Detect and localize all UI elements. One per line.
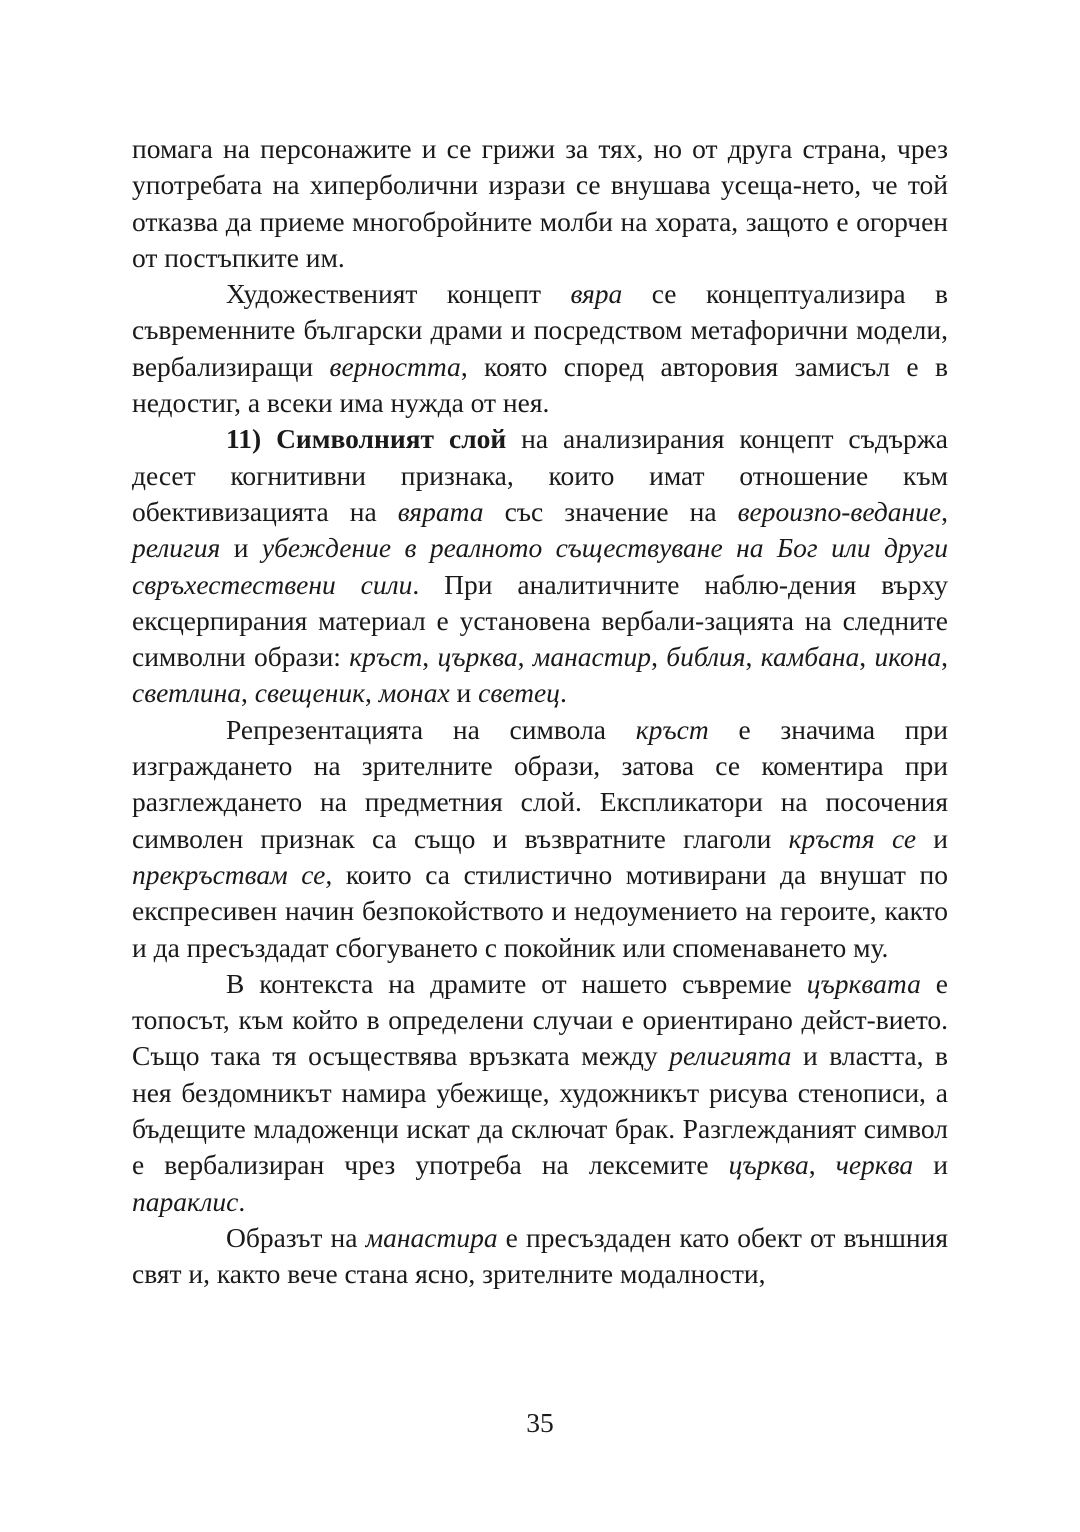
- text-italic: камбана: [760, 641, 860, 673]
- text-run: ,: [808, 1149, 836, 1181]
- text-italic: свещеник: [254, 677, 365, 709]
- text-italic: църква: [437, 641, 518, 673]
- page-body: [132, 131, 948, 1293]
- text-run: е пресъздаден като обект от външния свят и, както вече стана ясно, зрителните модалности,: [132, 1221, 948, 1290]
- text-italic: църква: [728, 1149, 809, 1181]
- text-run: и властта, в нея бездомникът намира убежище, художникът рисува стенописи, а бъдещите младоженци искат да сключат брак. Разглежданият символ е вербализиран чрез употреба на лексемите: [132, 1040, 948, 1181]
- text-run: които са стилистично мотивирани да внушат по експресивен начин безпокойството и недоумението на героите, както и да пресъздадат сбогуването с покойник или споменаването му.: [132, 858, 948, 963]
- paragraph: [132, 712, 948, 966]
- text-italic: вяра: [570, 278, 623, 310]
- text-run: и: [220, 532, 262, 564]
- text-run: и: [449, 677, 479, 709]
- text-run: се концептуализира в съвременните български драми и посредством метафорични модели, вербализиращи: [132, 278, 948, 382]
- text-italic: черква: [835, 1149, 914, 1181]
- text-run: е топосът, към който в определени случаи е ориентирано дейст-вието. Също така тя осъществява връзката между: [132, 967, 948, 1072]
- text-run: ,: [240, 677, 255, 709]
- text-run: ,: [941, 495, 948, 527]
- text-run: . При аналитичните наблю-дения върху ексцерпирания материал е установена вербали-зацията на следните символни образи:: [132, 568, 948, 673]
- paragraph: [132, 421, 948, 711]
- text-run: В контекста на драмите от нашето съвремие: [226, 967, 807, 999]
- text-run: и: [916, 822, 949, 854]
- text-italic: вярата: [397, 495, 484, 527]
- text-run: ,: [422, 641, 438, 673]
- text-run: ,: [745, 641, 761, 673]
- text-italic: манастира: [365, 1221, 498, 1253]
- text-run: ,: [365, 677, 379, 709]
- text-run: Художественият концепт: [226, 278, 571, 310]
- text-bold: 11) Символният слой: [226, 423, 507, 455]
- text-run: ,: [941, 641, 949, 673]
- text-italic: кръст: [635, 713, 709, 745]
- paragraph: [132, 276, 948, 421]
- text-italic: монах: [378, 677, 450, 709]
- text-run: .: [238, 1185, 246, 1217]
- text-italic: църквата: [806, 967, 921, 999]
- text-italic: светец: [478, 677, 560, 709]
- text-italic: религията: [669, 1040, 792, 1072]
- text-italic: убеждение в реалното съществуване на Бог или други свръхестествени сили: [132, 532, 948, 600]
- text-run: ,: [859, 641, 875, 673]
- text-italic: кръстя се: [788, 822, 917, 854]
- text-italic: светлина: [132, 677, 241, 709]
- text-run: е значима при изграждането на зрителните образи, затова се коментира при разглеждането на предметния слой. Експликатори на посочения символен признак са също и възвратните глаголи: [132, 713, 948, 854]
- text-italic: библия: [666, 641, 746, 673]
- text-run: със значение на: [483, 495, 738, 527]
- text-run: Образът на: [226, 1221, 366, 1253]
- text-run: помага на персонажите и се грижи за тях, но от друга страна, чрез употребата на хиперболични изрази се внушава усеща-нето, че той отказва да приеме многобройните молби на хората, защото е огорчен от постъпките им.: [132, 133, 948, 273]
- page-number: 35: [526, 1407, 554, 1438]
- paragraph: [132, 131, 948, 276]
- text-italic: религия: [132, 532, 221, 564]
- text-run: , която според авторовия замисъл е в недостиг, а всеки има нужда от нея.: [132, 350, 948, 419]
- text-italic: кръст: [349, 641, 423, 673]
- text-run: на анализирания концепт съдържа десет когнитивни признака, които имат отношение към обективизацията на: [132, 423, 948, 527]
- paragraph: [132, 1220, 948, 1293]
- text-italic: икона: [874, 641, 942, 673]
- text-italic: параклис: [132, 1185, 239, 1217]
- paragraph: [132, 966, 948, 1220]
- text-italic: прекръствам се,: [132, 858, 333, 890]
- text-italic: верността: [329, 350, 461, 382]
- text-italic: вероизпо-ведание: [737, 495, 942, 527]
- text-run: и: [913, 1149, 948, 1181]
- text-italic: манастир: [532, 641, 652, 673]
- text-run: ,: [651, 641, 667, 673]
- text-run: Репрезентацията на символа: [226, 713, 636, 745]
- text-run: .: [559, 677, 567, 709]
- text-run: ,: [517, 641, 533, 673]
